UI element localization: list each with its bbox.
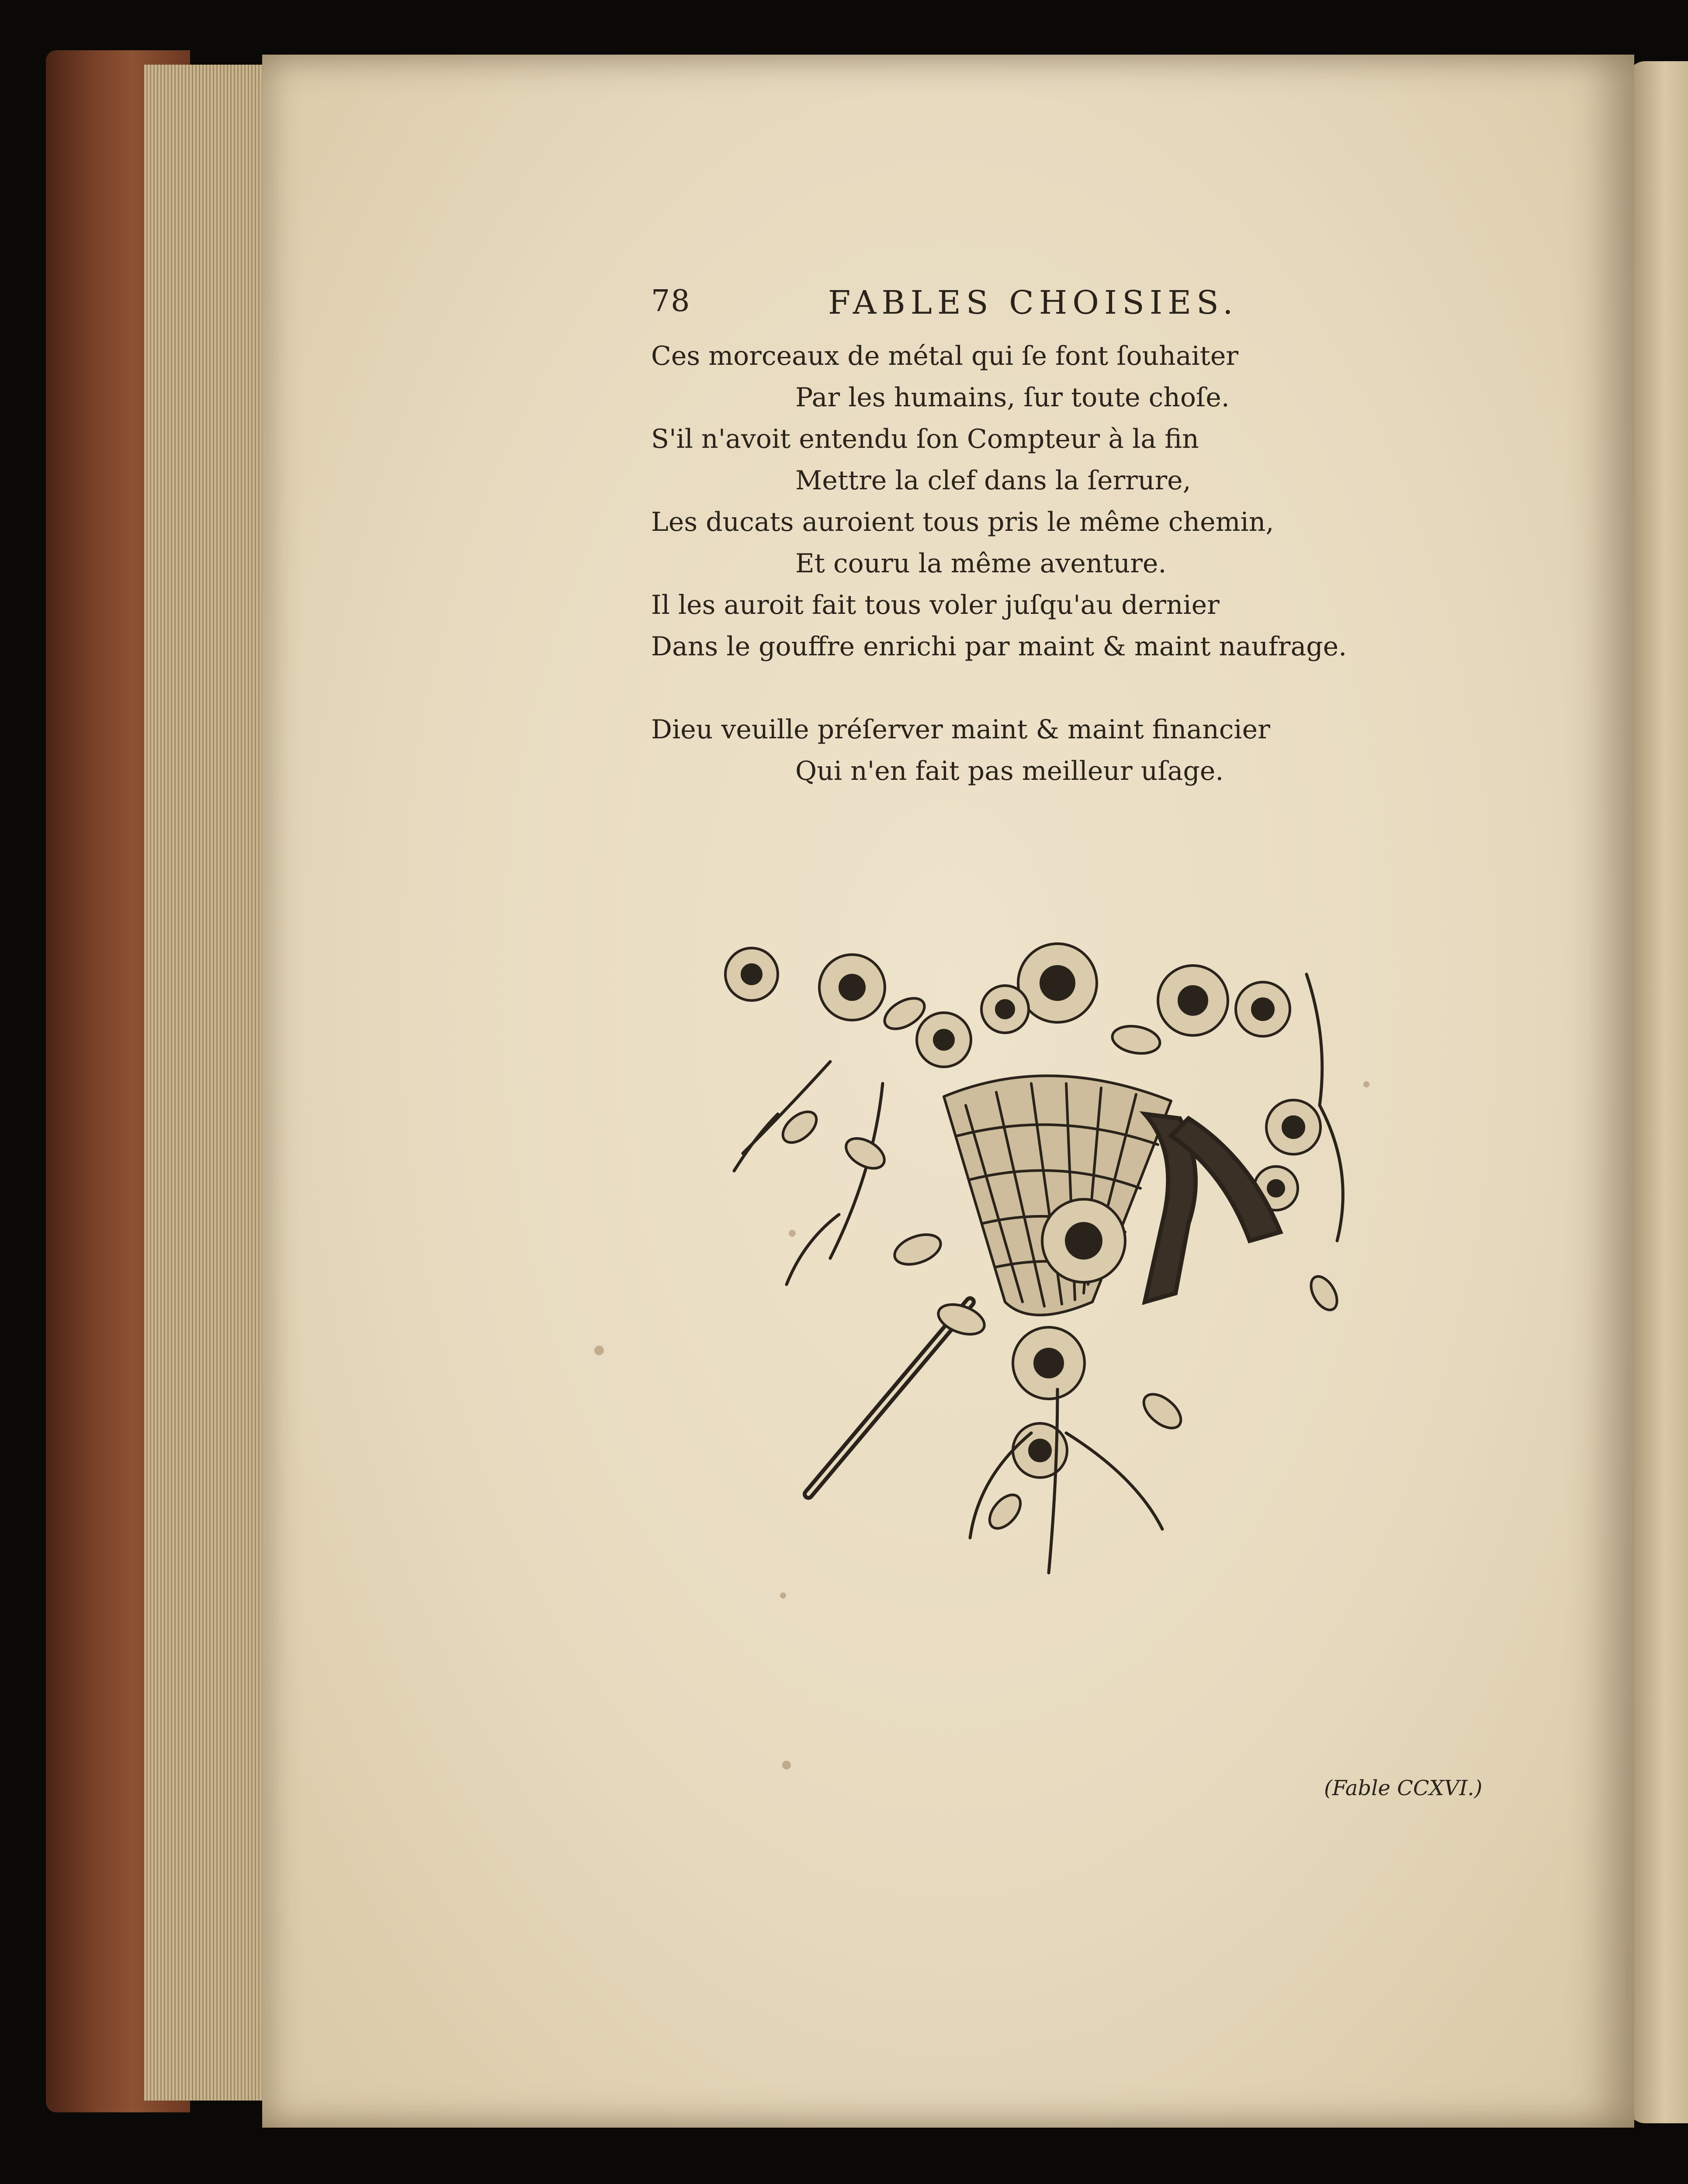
verse-line: S'il n'avoit entendu ſon Compteur à la fin — [651, 424, 1199, 454]
verse-line: Mettre la clef dans la ſerrure, — [795, 465, 1191, 496]
verse-line: Dieu veuille préſerver maint & maint financier — [651, 714, 1270, 745]
running-head — [651, 280, 1320, 328]
verse-line: Qui n'en fait pas meilleur uſage. — [795, 756, 1224, 786]
flower-basket-vignette-icon — [699, 909, 1381, 1616]
verse-line: Et couru la même aventure. — [795, 548, 1167, 579]
page-edges — [144, 65, 275, 2101]
facing-page-edge — [1628, 61, 1688, 2123]
verse-line: Il les auroit fait tous voler juſqu'au dernier — [651, 590, 1220, 620]
verse-line: Ces morceaux de métal qui ſe font ſouhaiter — [651, 341, 1239, 371]
verse-line: Les ducats auroient tous pris le même chemin, — [651, 507, 1274, 537]
verse-line: Par les humains, ſur toute choſe. — [795, 382, 1230, 413]
catchword: (Fable CCXVI.) — [1324, 1776, 1483, 1800]
verse-line: Dans le gouffre enrichi par maint & maint naufrage. — [651, 631, 1347, 662]
page-number: 78 — [651, 284, 691, 318]
book-title: FABLES CHOISIES. — [828, 284, 1238, 322]
